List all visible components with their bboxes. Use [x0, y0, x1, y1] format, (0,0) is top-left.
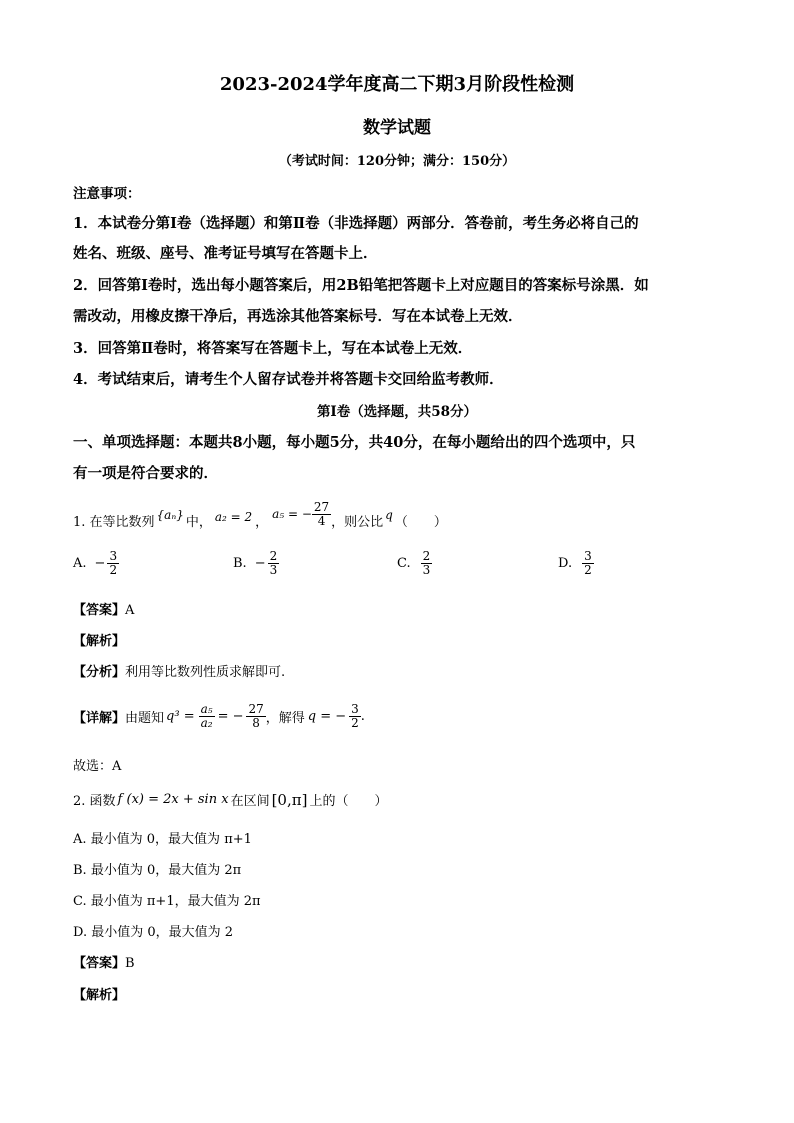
- note-1a: 1．本试卷分第Ⅰ卷（选择题）和第Ⅱ卷（非选择题）两部分．答卷前，考生务必将自己的: [73, 215, 639, 232]
- q1-answer-tag: 【答案】: [73, 603, 126, 618]
- q1-option-c-num: 2: [422, 549, 431, 563]
- q1-option-d-den: 2: [584, 562, 592, 577]
- q2-answer: [73, 952, 135, 971]
- q1-option-b-label: B.: [233, 555, 247, 571]
- q1-detail-eq: = −: [217, 708, 244, 724]
- q2-answer-value: B: [125, 956, 135, 971]
- q1-fenxi-tag: 【分析】: [73, 665, 126, 680]
- q2-option-a[interactable]: A. 最小值为 0，最大值为 π+1: [73, 832, 252, 847]
- q1-option-c[interactable]: [397, 550, 432, 576]
- q1-option-a-sign: −: [94, 555, 106, 571]
- exam-title: 2023-2024学年度高二下期3月阶段性检测: [219, 74, 575, 95]
- q1-a5-num: 27: [313, 499, 330, 514]
- subject-title: 数学试题: [363, 118, 431, 138]
- q1-detail-frac-num: a₅: [200, 701, 213, 716]
- note-2b: 需改动，用橡皮擦干净后，再选涂其他答案标号．写在本试卷上无效．: [73, 308, 523, 325]
- q1-detail-den2: 8: [252, 715, 260, 730]
- note-4: 4．考试结束后，请考生个人留存试卷并将答题卡交回给监考教师．: [73, 371, 504, 388]
- q2-option-d[interactable]: D. 最小值为 0，最大值为 2: [73, 925, 234, 940]
- exam-info: （考试时间：120分钟；满分：150分）: [278, 154, 516, 169]
- note-1b: 姓名、班级、座号、准考证号填写在答题卡上．: [73, 245, 378, 262]
- q1-option-d-label: D.: [558, 555, 573, 571]
- q1-choose: 故选：A: [73, 759, 122, 774]
- q1-detail-den3: 2: [351, 715, 359, 730]
- q1-prefix: 1. 在等比数列: [73, 514, 155, 530]
- q1-detail-tag: 【详解】: [73, 710, 126, 726]
- q1-option-c-label: C.: [397, 555, 411, 571]
- q1-detail-frac-den: a₂: [200, 715, 213, 730]
- q1-detail-mid: ，解得: [265, 710, 305, 726]
- q2-mid: 在区间: [230, 794, 270, 809]
- q1-answer: [73, 599, 134, 618]
- q1-analysis-tag: 【解析】: [73, 634, 126, 649]
- q1-a5-lhs: a₅ = −: [272, 507, 312, 521]
- q2-answer-tag: 【答案】: [73, 956, 126, 971]
- q1-a2: a₂ = 2: [214, 510, 253, 524]
- q1-detail-pre: 由题知: [125, 710, 165, 726]
- q1-suffix: ，则公比: [331, 514, 384, 530]
- part-1-heading: 第Ⅰ卷（选择题，共58分）: [316, 404, 478, 420]
- q1-detail-num3: 3: [351, 701, 359, 716]
- q1-fenxi: [73, 661, 285, 680]
- q1-option-b-den: 3: [269, 562, 278, 577]
- q1-sequence: {aₙ}: [156, 508, 184, 522]
- q1-option-c-den: 3: [422, 562, 431, 577]
- q1-a5-den: 4: [317, 513, 326, 528]
- q2-option-b[interactable]: B. 最小值为 0，最大值为 2π: [73, 863, 242, 878]
- section-instruction-b: 有一项是符合要求的．: [73, 465, 218, 482]
- q2-function: f (x) = 2x + sin x: [117, 792, 229, 807]
- q1-detail-q: q = −: [307, 708, 347, 724]
- q1-detail-end: .: [360, 708, 365, 724]
- q1-option-b-sign: −: [254, 555, 266, 571]
- q1-paren: （ ）: [394, 514, 447, 530]
- q1-option-a-label: A.: [73, 555, 87, 571]
- q1-q: q: [385, 508, 393, 522]
- q2-suffix: 上的（ ）: [309, 794, 388, 809]
- q1-option-b-num: 2: [269, 549, 278, 563]
- question-2: [73, 790, 387, 809]
- q1-detail-q3: q³ =: [166, 708, 195, 724]
- section-instruction-a: 一、单项选择题：本题共8小题，每小题5分，共40分，在每小题给出的四个选项中，只: [73, 434, 636, 451]
- q1-option-a[interactable]: [73, 550, 119, 576]
- q1-fenxi-text: 利用等比数列性质求解即可.: [125, 665, 286, 680]
- q1-option-a-den: 2: [109, 562, 118, 577]
- q2-interval: [0,π]: [271, 790, 308, 809]
- q1-a5-fraction: [312, 501, 331, 527]
- q1-mid: 中，: [185, 514, 212, 530]
- q1-detail-num2: 27: [248, 701, 264, 716]
- note-3: 3．回答第Ⅱ卷时，将答案写在答题卡上，写在本试卷上无效．: [73, 340, 473, 357]
- q2-option-c[interactable]: C. 最小值为 π+1，最大值为 2π: [73, 894, 261, 909]
- q1-option-d[interactable]: [558, 550, 594, 576]
- q1-option-b[interactable]: [233, 550, 279, 576]
- notes-heading: 注意事项：: [73, 186, 141, 202]
- question-1: 1. 在等比数列 {aₙ} 中， a₂ = 2 ， a₅ = − $\frac{27}{4}$ ，则公比 q （ ）: [73, 499, 447, 530]
- q2-analysis-tag: 【解析】: [73, 988, 126, 1003]
- q1-detail: [73, 694, 365, 738]
- q2-prefix: 2. 函数: [73, 794, 116, 809]
- note-2a: 2．回答第Ⅰ卷时，选出每小题答案后，用2B铅笔把答题卡上对应题目的答案标号涂黑．如: [73, 277, 649, 294]
- q1-option-a-num: 3: [109, 549, 118, 563]
- q1-option-d-num: 3: [584, 549, 592, 563]
- q1-answer-value: A: [125, 603, 135, 618]
